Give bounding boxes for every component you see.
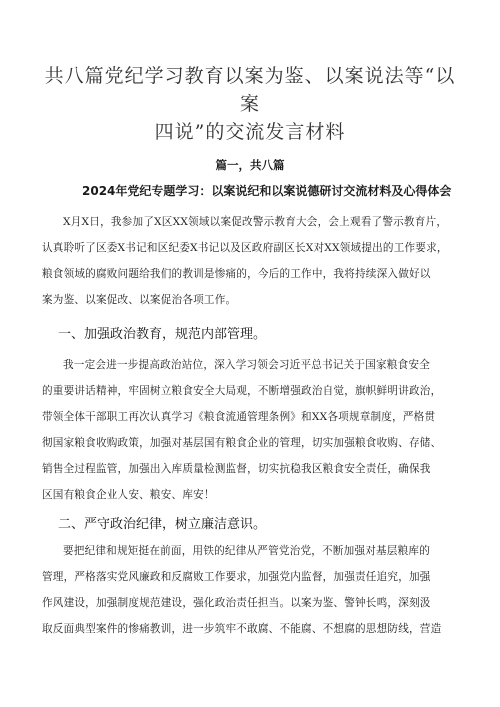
paragraph-line: 管理，严格落实党风廉政和反腐败工作要求，加强党内监督，加强责任追究，加强 [42, 571, 431, 583]
paragraph-line: 带领全体干部职工再次认真学习《粮食流通管理条例》和XX各项规章制度，严格贯 [42, 411, 436, 423]
paragraph-line: 粮食领域的腐败问题给我们的教训是惨痛的，今后的工作中，我将持续深入做好以 [42, 268, 431, 280]
paragraph-line: 作风建设，加强制度规范建设，强化政治责任担当。以案为鉴、警钟长鸣，深刻汲 [42, 597, 431, 609]
intro-paragraph [42, 209, 472, 313]
paragraph-line: 的重要讲话精神，牢固树立粮食安全大局观，不断增强政治自觉，旗帜鲜明讲政治， [42, 385, 442, 397]
document-title [40, 62, 460, 146]
paragraph-line: 区国有粮食企业人安、粮安、库安！ [42, 489, 215, 501]
paragraph-line: 案为鉴、以案促改、以案促治各项工作。 [42, 294, 237, 306]
title-line-2: 四说”的交流发言材料 [154, 121, 346, 143]
section-heading-2: 二、严守政治纪律，树立廉洁意识。 [58, 517, 267, 532]
title-line-1: 共八篇党纪学习教育以案为鉴、以案说法等“以案 [44, 65, 456, 115]
sub-heading: 2024年党纪专题学习：以案说纪和以案说德研讨交流材料及心得体会 [82, 184, 452, 198]
section-heading-1: 一、加强政治教育，规范内部管理。 [58, 327, 267, 342]
paragraph-line: 取反面典型案件的惨痛教训，进一步筑牢不敢腐、不能腐、不想腐的思想防线，营造 [42, 623, 442, 635]
paragraph-line: 认真聆听了区委X书记和区纪委X书记以及区政府副区长X对XX领域提出的工作要求， [42, 242, 448, 254]
section-1-paragraph [42, 352, 472, 508]
paragraph-line: 要把纪律和规矩挺在前面，用铁的纪律从严管党治党，不断加强对基层粮库的 [63, 545, 430, 557]
paragraph-line: 彻国家粮食收购政策，加强对基层国有粮食企业的管理，切实加强粮食收购、存储、 [42, 437, 442, 449]
paragraph-line: 我一定会进一步提高政治站位，深入学习领会习近平总书记关于国家粮食安全 [63, 359, 430, 371]
part-heading: 篇一，共八篇 [215, 158, 285, 172]
section-2-paragraph [42, 538, 472, 642]
paragraph-line: X月X日，我参加了X区XX领域以案促改警示教育大会，会上观看了警示教育片， [63, 216, 448, 228]
paragraph-line: 销售全过程监管，加强出入库质量检测监督，切实抗稳我区粮食安全责任，确保我 [42, 463, 431, 475]
